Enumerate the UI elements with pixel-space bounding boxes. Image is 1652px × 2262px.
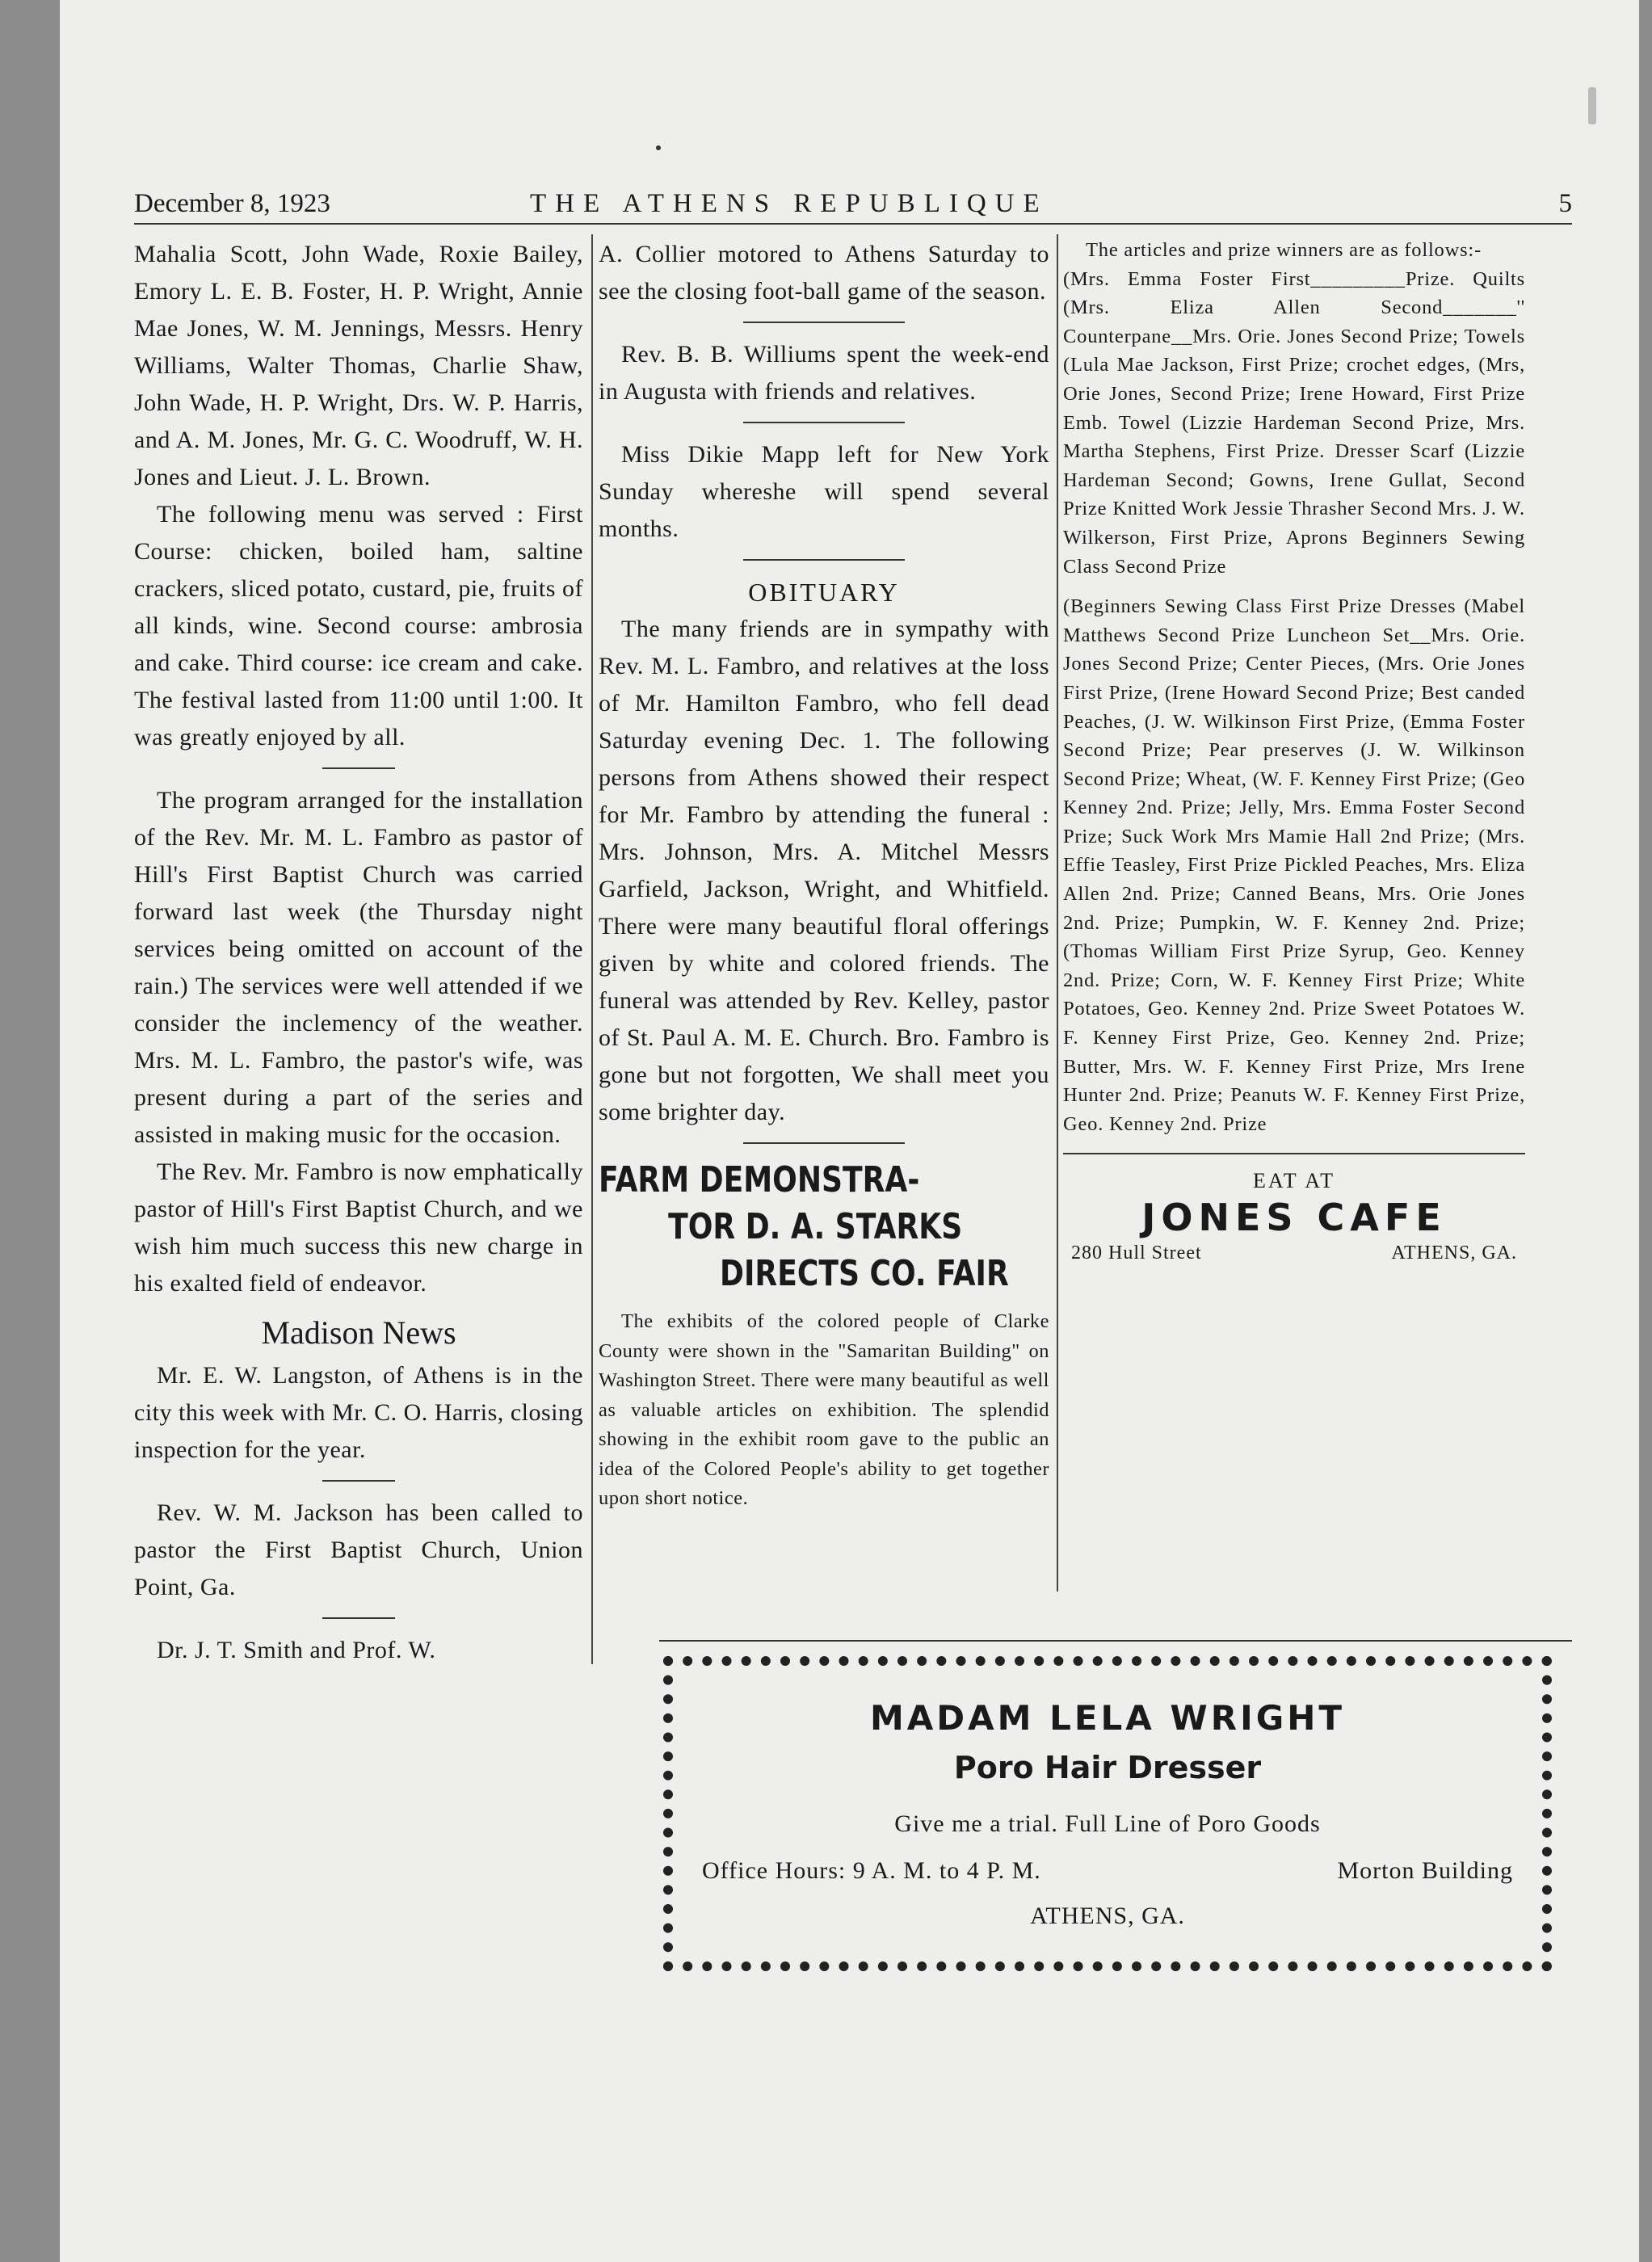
page-number: 5 [1558,189,1572,218]
cafe-city: ATHENS, GA. [1391,1242,1517,1264]
pastor-paragraph: The Rev. Mr. Fambro is now emphatically pastor of Hill's First Baptist Church, and we wish him much success this new charge in his exalted field of endeavor. [134,1158,583,1297]
separator [743,559,905,561]
separator [1063,1153,1525,1154]
ad-subtitle: Poro Hair Dresser [953,1750,1262,1785]
madison-item-1: Mr. E. W. Langston, of Athens is in the city this week with Mr. C. O. Harris, closing inspection for the year. [134,1362,583,1463]
ad-city: ATHENS, GA. [1030,1903,1185,1929]
cafe-address-line [1063,1240,1525,1266]
header-date: December 8, 1923 [134,189,330,218]
menu-paragraph: The following menu was served : First Course: chicken, boiled ham, saltine crackers, sliced potato, custard, pie, fruits of all kinds, wine. Second course: ambrosia and cake. Third course: ice cream and cake. The festival lasted from 11:00 until 1:00. It was greatly enjoyed by all. [134,501,583,750]
cafe-street: 280 Hull Street [1071,1242,1202,1264]
obituary-heading: OBITUARY [748,578,900,607]
column-3 [1063,236,1525,1266]
madison-news-heading: Madison News [261,1314,456,1351]
column-2 [599,236,1049,1514]
williums-item: Rev. B. B. Williums spent the week-end in Augusta with friends and relatives. [599,341,1049,405]
prize-list-1: (Mrs. Emma Foster First_________Prize. Quilts (Mrs. Eliza Allen Second_______'' Counterpane__Mrs. Orie. Jones Second Prize; Towels (Lula Mae Jackson, First Prize; crochet edges, (Mrs, Orie Jones, Second Prize; Irene Howard, First Prize Emb. Towel (Lizzie Hardeman Second Prize, Mrs. Martha Stephens, First Prize. Dresser Scarf (Lizzie Hardeman Second; Gowns, Irene Gullat, Second Prize Knitted Work Jessie Thrasher Second Mrs. J. W. Wilkerson, First Prize, Aprons Beginners Sewing Class Second Prize [1063,267,1525,578]
ad-top-rule [659,1640,1572,1642]
ad-tagline: Give me a trial. Full Line of Poro Goods [894,1810,1321,1837]
column-rule [1057,234,1058,1591]
madison-item-2: Rev. W. M. Jackson has been called to pastor the First Baptist Church, Union Point, Ga. [134,1499,583,1600]
farm-headline [599,1157,1049,1297]
farm-headline-line-2: TOR D. A. STARKS [668,1206,963,1247]
ad-name: MADAM LELA WRIGHT [870,1698,1345,1738]
collier-item: A. Collier motored to Athens Saturday to see the closing foot-ball game of the season. [599,241,1049,305]
hair-dresser-ad [663,1656,1552,1971]
ad-hours-line [673,1853,1542,1889]
eat-at-label: EAT AT [1252,1169,1336,1193]
separator [743,322,905,323]
separator [322,1480,395,1482]
cafe-name: JONES CAFE [1141,1196,1447,1240]
column-rule [591,234,593,1664]
ad-building: Morton Building [1337,1857,1513,1884]
prize-intro: The articles and prize winners are as follows:- [1086,239,1482,261]
farm-headline-line-3: DIRECTS CO. FAIR [720,1253,1009,1294]
page-edge-mark [1588,87,1596,124]
separator [322,1617,395,1619]
madison-item-3: Dr. J. T. Smith and Prof. W. [157,1637,436,1663]
guest-list: Mahalia Scott, John Wade, Roxie Bailey, Emory L. E. B. Foster, H. P. Wright, Annie Mae Jones, W. M. Jennings, Messrs. Henry Williams, Walter Thomas, Charlie Shaw, John Wade, H. P. Wright, Drs. W. P. Harris, and A. M. Jones, Mr. G. C. Woodruff, W. H. Jones and Lieut. J. L. Brown. [134,241,583,490]
mapp-item: Miss Dikie Mapp left for New York Sunday whereshe will spend several months. [599,441,1049,542]
column-1 [134,236,583,1669]
speck [656,145,661,150]
prize-list-2: (Beginners Sewing Class First Prize Dresses (Mabel Matthews Second Prize Luncheon Set__Mrs. Orie. Jones Second Prize; Center Pieces, (Mrs. Orie Jones First Prize, (Irene Howard Second Prize; Best canded Peaches, (J. W. Wilkinson First Prize, (Emma Foster Second Prize; Pear preserves (J. W. Wilkinson Second Prize; Wheat, (W. F. Kenney First Prize; (Geo Kenney 2nd. Prize; Jelly, Mrs. Emma Foster Second Prize; Suck Work Mrs Mamie Hall 2nd Prize; (Mrs. Effie Teasley, First Prize Pickled Peaches, Mrs. Eliza Allen 2nd. Prize; Canned Beans, Mrs. Orie Jones 2nd. Prize; Pumpkin, W. F. Kenney 2nd. Prize; (Thomas William First Prize Syrup, Geo. Kenney 2nd. Prize; Corn, W. F. Kenney First Prize; White Potatoes, Geo. Kenney 2nd. Prize Sweet Potatoes W. F. Kenney First Prize, Geo. Kenney 2nd. Prize; Butter, Mrs. W. F. Kenney First Prize, Mrs Irene Hunter 2nd. Prize; Peanuts W. F. Kenney First Prize, Geo. Kenney 2nd. Prize [1063,595,1525,1135]
installation-paragraph: The program arranged for the installation of the Rev. Mr. M. L. Fambro as pastor of Hill's First Baptist Church was carried forward last week (the Thursday night services being omitted on account of the rain.) The services were well attended if we consider the inclemency of the weather. Mrs. M. L. Fambro, the pastor's wife, was present during a part of the series and assisted in making music for the occasion. [134,787,583,1148]
page-content [134,186,1572,1979]
fair-article: The exhibits of the colored people of Clarke County were shown in the "Samaritan Building" on Washington Street. There were many beautiful as well as valuable articles on exhibition. The splendid showing in the exhibit room gave to the public an idea of the Colored People's ability to get together upon short notice. [599,1310,1049,1509]
farm-headline-line-1: FARM DEMONSTRA- [599,1159,920,1200]
newspaper-page [60,0,1639,2262]
masthead-title: THE ATHENS REPUBLIQUE [530,189,1049,218]
separator [743,1142,905,1144]
obituary-text: The many friends are in sympathy with Rev. M. L. Fambro, and relatives at the loss of Mr. Hamilton Fambro, who fell dead Saturday evening Dec. 1. The following persons from Athens showed their respect for Mr. Fambro by attending the funeral : Mrs. Johnson, Mrs. A. Mitchel Messrs Garfield, Jackson, Wright, and Whitfield. There were many beautiful floral offerings given by white and colored friends. The funeral was attended by Rev. Kelley, pastor of St. Paul A. M. E. Church. Bro. Fambro is gone but not forgotten, We shall meet you some brighter day. [599,616,1049,1125]
separator [743,422,905,423]
ad-hours: Office Hours: 9 A. M. to 4 P. M. [702,1857,1041,1884]
page-header [134,186,1572,225]
separator [322,767,395,769]
